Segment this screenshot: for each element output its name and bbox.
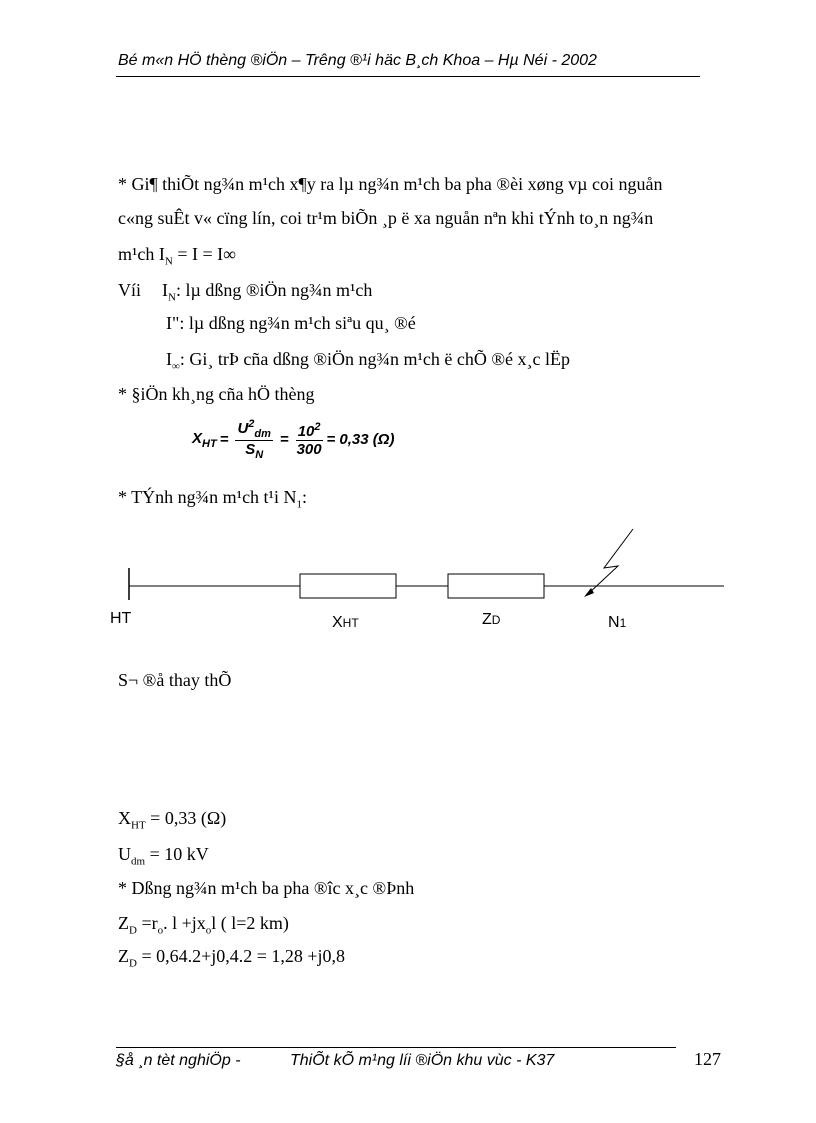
formula-result: = 0,33 (Ω) (326, 431, 395, 448)
result-current-heading: * Dßng ng¾n m¹ch ba pha ®îc x¸c ®Þnh (118, 878, 415, 898)
footer-rule (116, 1047, 676, 1048)
label-ht: HT (110, 610, 132, 627)
result-udm: $U_{dm} = 10$ kV (118, 844, 209, 868)
formula-fraction-2: $\frac{10^2}{300}$ (296, 421, 322, 458)
formula-fraction-1: $\frac{U^2_{dm}}{S_N}$ (237, 418, 271, 461)
running-header: Bé m«n HÖ thèng ®iÖn – Trêng ®¹i häc B¸ch Khoa – Hµ Néi - 2002 (118, 52, 597, 69)
formula-lhs: $X_{HT}$ (192, 429, 217, 450)
header-rule (116, 76, 700, 77)
zd-box (448, 574, 544, 598)
reactance-formula: $X_{HT}$ = $\frac{U^2_{dm}}{S_N}$ = $\frac{10^2}{300}$ = 0,33 (Ω) (192, 418, 395, 461)
def-in: $I_N$: lµ dßng ®iÖn ng¾n m¹ch (162, 280, 373, 304)
intro-line-3: m¹ch $I_N = I = I\infty$ (118, 244, 236, 268)
page-number: 127 (694, 1049, 721, 1069)
label-xht: XHT (332, 614, 359, 631)
with-label: Víi (118, 280, 142, 300)
xht-box (300, 574, 396, 598)
label-zd: ZD (482, 611, 501, 628)
footer-right: ThiÕt kÕ m¹ng líi ®iÖn khu vùc - K37 (290, 1052, 555, 1069)
intro-line-2: c«ng suÊt v« cïng lín, coi tr¹m biÕn ¸p ë xa nguån nªn khi tÝnh to¸n ng¾n (118, 208, 654, 228)
calc-heading: * TÝnh ng¾n m¹ch t¹i $N_1$: (118, 487, 307, 511)
result-zd-formula: $Z_D =r_o$. $l +jx_ol$ ( l=2 km) (118, 913, 289, 937)
fault-arrow-icon (588, 529, 633, 594)
intro-line-1: * Gi¶ thiÕt ng¾n m¹ch x¶y ra lµ ng¾n m¹ch ba pha ®èi xøng vµ coi nguån (118, 174, 663, 194)
result-zd-value: $Z_D = 0,64.2+j0,4.2 = 1,28 +j0,8$ (118, 946, 346, 970)
equivalent-diagram-label: S¬ ®å thay thÕ (118, 670, 232, 690)
result-xht: $X_{HT} = 0,33$ (Ω) (118, 808, 227, 832)
def-i-subtransient: I": lµ dßng ng¾n m¹ch siªu qu¸ ®é (166, 313, 416, 333)
circuit-diagram (110, 520, 730, 640)
label-n1: N1 (608, 614, 627, 631)
reactance-heading: * §iÖn kh¸ng cña hÖ thèng (118, 384, 315, 404)
def-i-steady: $I_\infty$: Gi¸ trÞ cña dßng ®iÖn ng¾n m¹ch ë chÕ ®é x¸c lËp (166, 349, 571, 373)
footer-left: §å ¸n tèt nghiÖp - (116, 1052, 241, 1069)
